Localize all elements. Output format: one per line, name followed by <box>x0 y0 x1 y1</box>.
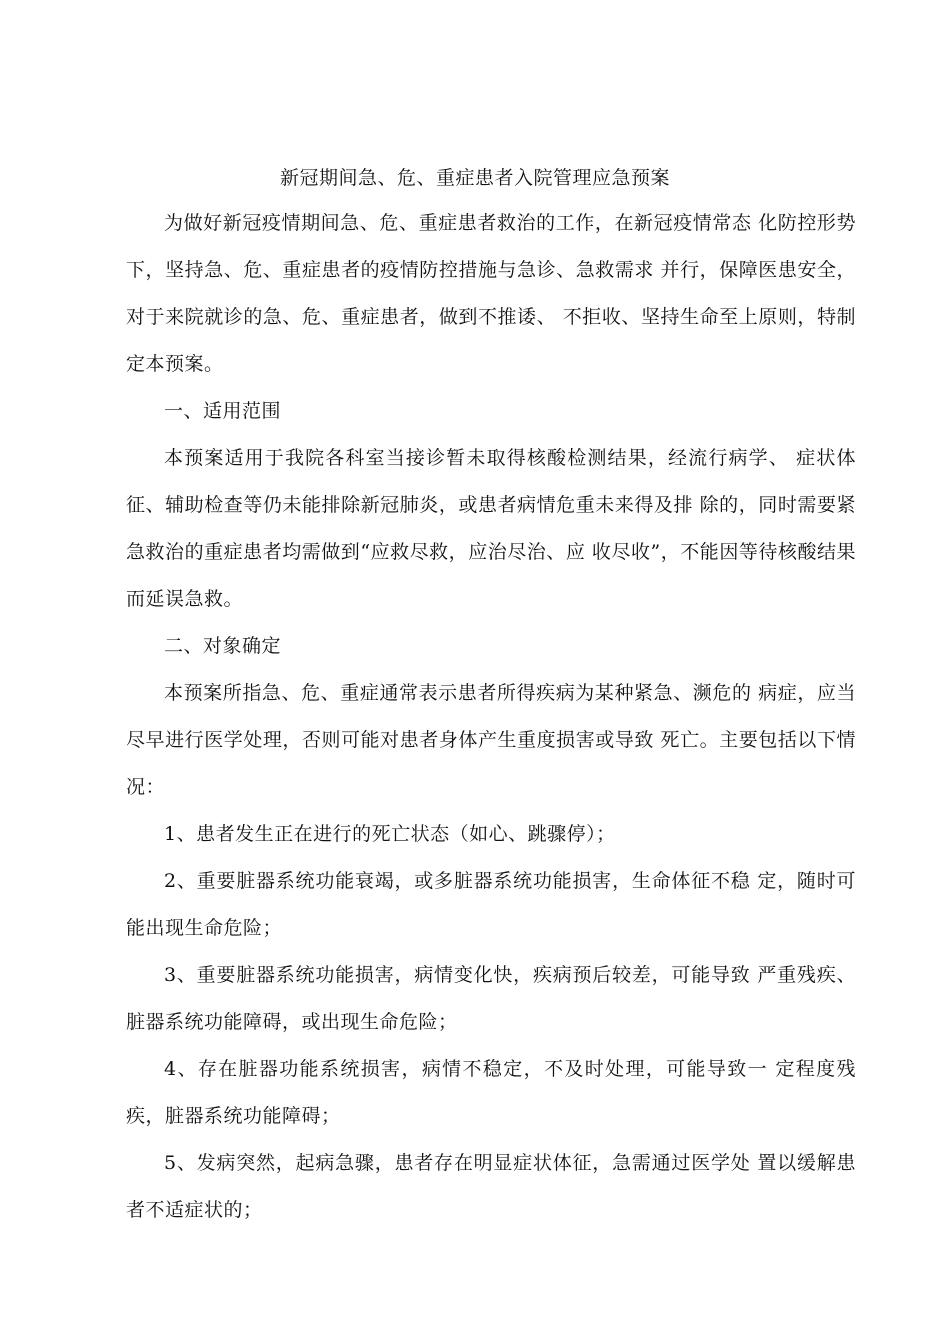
list-item-5: 5、发病突然，起病急骤，患者存在明显症状体征，急需通过医学处 置以缓解患者不适症状的； <box>126 1152 856 1221</box>
list-item-2: 2、重要脏器系统功能衰竭，或多脏器系统功能损害，生命体征不稳 定，随时可能出现生命危险； <box>126 870 856 939</box>
list-item-3: 3、重要脏器系统功能损害，病情变化快，疾病预后较差，可能导致 严重残疾、脏器系统功能障碍，或出现生命危险； <box>126 964 856 1033</box>
section-heading-scope: 一、适用范围 <box>164 400 282 422</box>
section-heading-targets: 二、对象确定 <box>164 635 282 657</box>
paragraph-targets: 本预案所指急、危、重症通常表示患者所得疾病为某种紧急、濒危的 病症，应当尽早进行医学处理，否则可能对患者身体产生重度损害或导致 死亡。主要包括以下情况： <box>126 682 856 798</box>
document-body <box>126 200 856 1234</box>
list-item-4: 4、存在脏器功能系统损害，病情不稳定，不及时处理，可能导致一 定程度残疾，脏器系统功能障碍； <box>126 1058 856 1127</box>
document-title: 新冠期间急、危、重症患者入院管理应急预案 <box>279 167 670 189</box>
paragraph-scope: 本预案适用于我院各科室当接诊暂未取得核酸检测结果，经流行病学、 症状体征、辅助检查等仍未能排除新冠肺炎，或患者病情危重未来得及排 除的，同时需要紧急救治的重症患者均需做到“应救尽救，应治尽治、应 收尽收”，不能因等待核酸结果而延误急救。 <box>126 447 856 610</box>
list-item-1: 1、患者发生正在进行的死亡状态（如心、跳骤停）； <box>164 823 616 845</box>
paragraph-intro: 为做好新冠疫情期间急、危、重症患者救治的工作，在新冠疫情常态 化防控形势下，坚持急、危、重症患者的疫情防控措施与急诊、急救需求 并行，保障医患安全，对于来院就诊的急、危、重症患者，做到不推诿、 不拒收、坚持生命至上原则，特制定本预案。 <box>126 212 856 375</box>
